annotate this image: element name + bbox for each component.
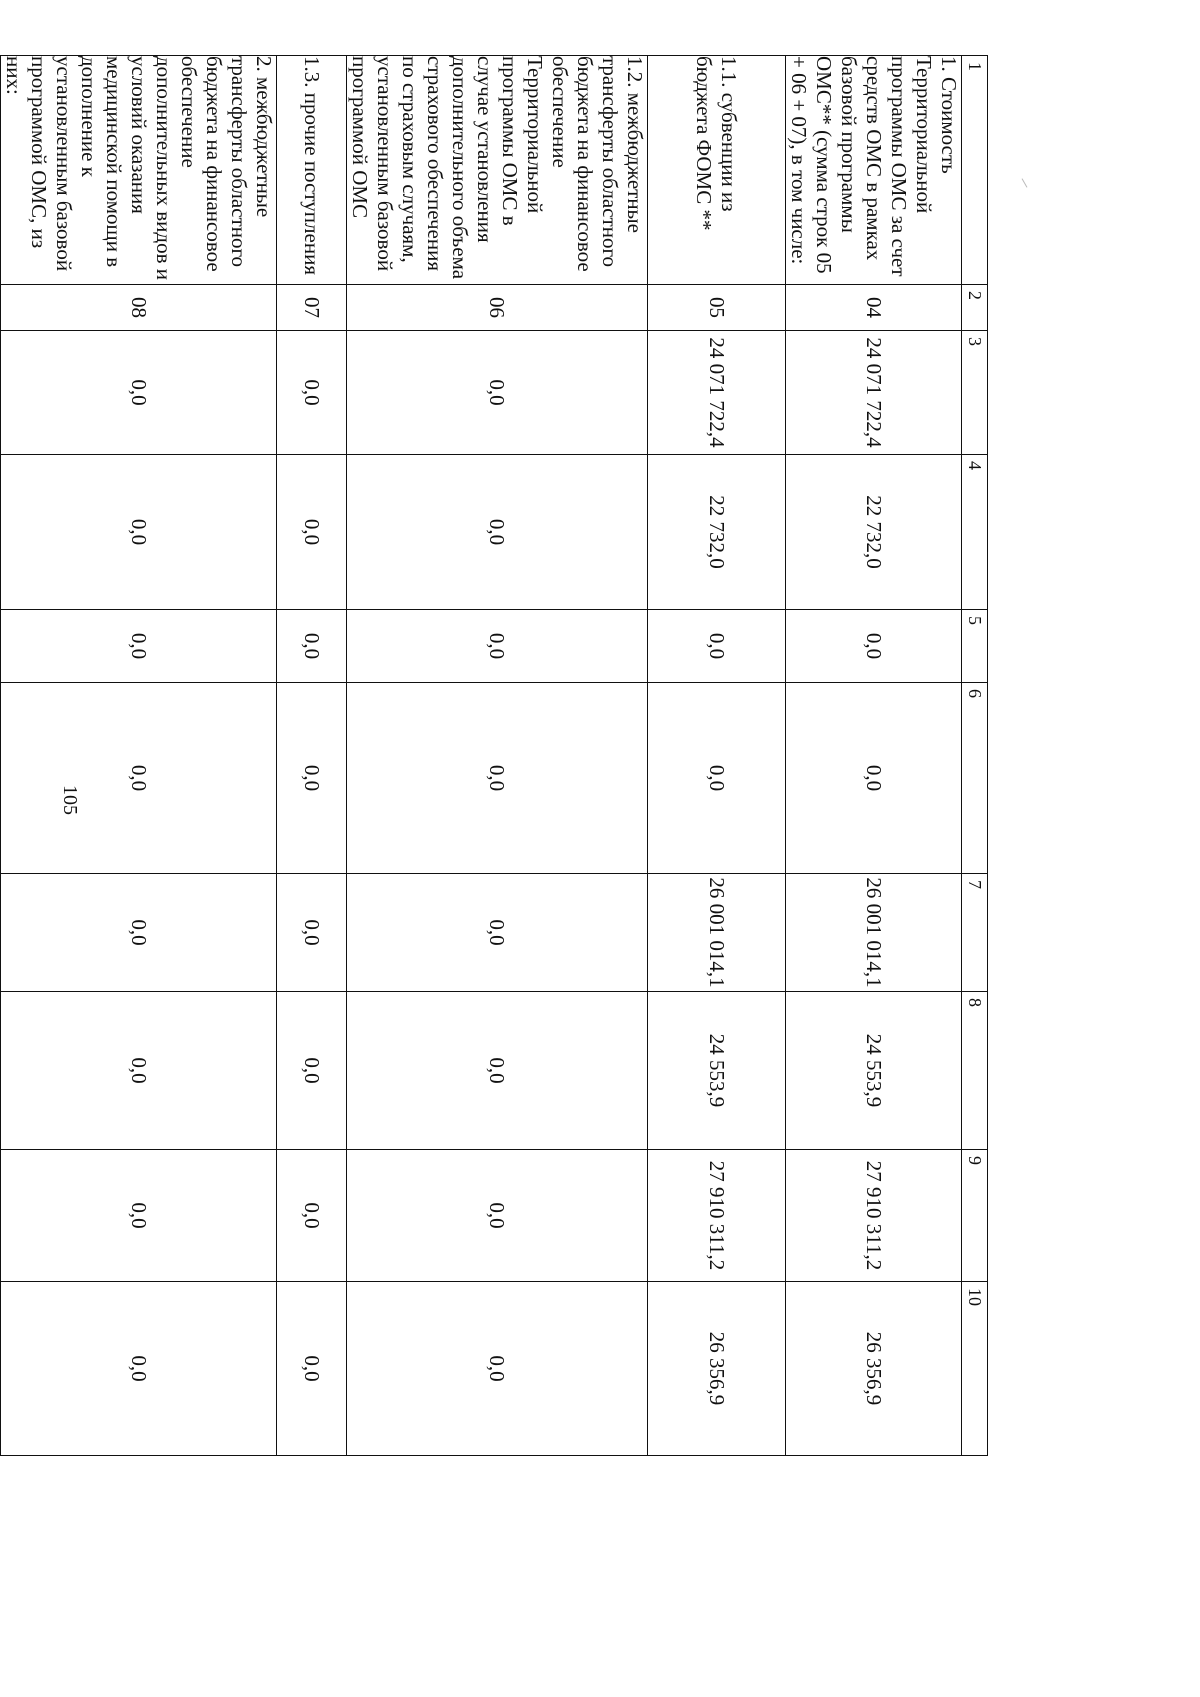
header-row bbox=[962, 56, 988, 1456]
cell-value: 0,0 bbox=[347, 1282, 648, 1456]
col-header-4: 4 bbox=[962, 455, 988, 610]
cell-value: 0,0 bbox=[1, 683, 277, 874]
cell-value: 0,0 bbox=[347, 874, 648, 992]
table-row bbox=[347, 56, 648, 1456]
cell-value: 0,0 bbox=[277, 1282, 347, 1456]
row-code: 06 bbox=[347, 285, 648, 331]
cell-value: 27 910 311,2 bbox=[786, 1150, 962, 1282]
cell-value: 0,0 bbox=[1, 992, 277, 1150]
cell-value: 0,0 bbox=[648, 610, 786, 683]
row-label: 1.1. субвенции из бюджета ФОМС ** bbox=[648, 56, 786, 285]
row-code: 08 bbox=[1, 285, 277, 331]
cell-value: 0,0 bbox=[277, 992, 347, 1150]
col-header-7: 7 bbox=[962, 874, 988, 992]
cell-value: 0,0 bbox=[277, 683, 347, 874]
col-header-10: 10 bbox=[962, 1282, 988, 1456]
cell-value: 0,0 bbox=[347, 992, 648, 1150]
cell-value: 0,0 bbox=[347, 331, 648, 455]
cell-value: 0,0 bbox=[347, 455, 648, 610]
col-header-8: 8 bbox=[962, 992, 988, 1150]
row-code: 07 bbox=[277, 285, 347, 331]
table-row bbox=[277, 56, 347, 1456]
cell-value: 0,0 bbox=[277, 610, 347, 683]
cell-value: 0,0 bbox=[1, 331, 277, 455]
cell-value: 24 071 722,4 bbox=[648, 331, 786, 455]
cell-value: 24 553,9 bbox=[648, 992, 786, 1150]
cell-value: 24 553,9 bbox=[786, 992, 962, 1150]
cell-value: 0,0 bbox=[277, 874, 347, 992]
cell-value: 24 071 722,4 bbox=[786, 331, 962, 455]
financing-table bbox=[0, 55, 988, 1456]
cell-value: 0,0 bbox=[277, 1150, 347, 1282]
cell-value: 0,0 bbox=[1, 1282, 277, 1456]
scan-speck bbox=[1022, 178, 1028, 187]
cell-value: 0,0 bbox=[786, 683, 962, 874]
cell-value: 0,0 bbox=[277, 331, 347, 455]
col-header-9: 9 bbox=[962, 1150, 988, 1282]
row-label: 1.2. межбюджетные трансферты областного бюджета на финансовое обеспечение Территориальной программы ОМС в случае установления дополнительного объема страхового обеспечения по страховым случаям, установленным базовой программой ОМС bbox=[347, 56, 648, 285]
row-label: 1.3. прочие поступления bbox=[277, 56, 347, 285]
table-row bbox=[786, 56, 962, 1456]
cell-value: 26 001 014,1 bbox=[648, 874, 786, 992]
cell-value: 0,0 bbox=[648, 683, 786, 874]
col-header-6: 6 bbox=[962, 683, 988, 874]
cell-value: 0,0 bbox=[1, 455, 277, 610]
cell-value: 22 732,0 bbox=[786, 455, 962, 610]
page-number: 105 bbox=[59, 785, 81, 815]
row-label: 2. межбюджетные трансферты областного бюджета на финансовое обеспечение дополнительных видов и условий оказания медицинской помощи в дополнение к установленным базовой программой ОМС, из них: bbox=[1, 56, 277, 285]
col-header-5: 5 bbox=[962, 610, 988, 683]
cell-value: 0,0 bbox=[347, 683, 648, 874]
cell-value: 0,0 bbox=[786, 610, 962, 683]
cell-value: 0,0 bbox=[1, 610, 277, 683]
cell-value: 0,0 bbox=[1, 1150, 277, 1282]
cell-value: 0,0 bbox=[277, 455, 347, 610]
cell-value: 26 001 014,1 bbox=[786, 874, 962, 992]
cell-value: 26 356,9 bbox=[648, 1282, 786, 1456]
table-row bbox=[648, 56, 786, 1456]
row-code: 04 bbox=[786, 285, 962, 331]
cell-value: 0,0 bbox=[1, 874, 277, 992]
table-row bbox=[1, 56, 277, 1456]
cell-value: 22 732,0 bbox=[648, 455, 786, 610]
cell-value: 0,0 bbox=[347, 1150, 648, 1282]
cell-value: 26 356,9 bbox=[786, 1282, 962, 1456]
col-header-2: 2 bbox=[962, 285, 988, 331]
row-code: 05 bbox=[648, 285, 786, 331]
row-label: 1. Стоимость Территориальной программы ОМС за счет средств ОМС в рамках базовой программы ОМС** (сумма строк 05 + 06 + 07), в том числе: bbox=[786, 56, 962, 285]
col-header-3: 3 bbox=[962, 331, 988, 455]
cell-value: 0,0 bbox=[347, 610, 648, 683]
col-header-1: 1 bbox=[962, 56, 988, 285]
cell-value: 27 910 311,2 bbox=[648, 1150, 786, 1282]
